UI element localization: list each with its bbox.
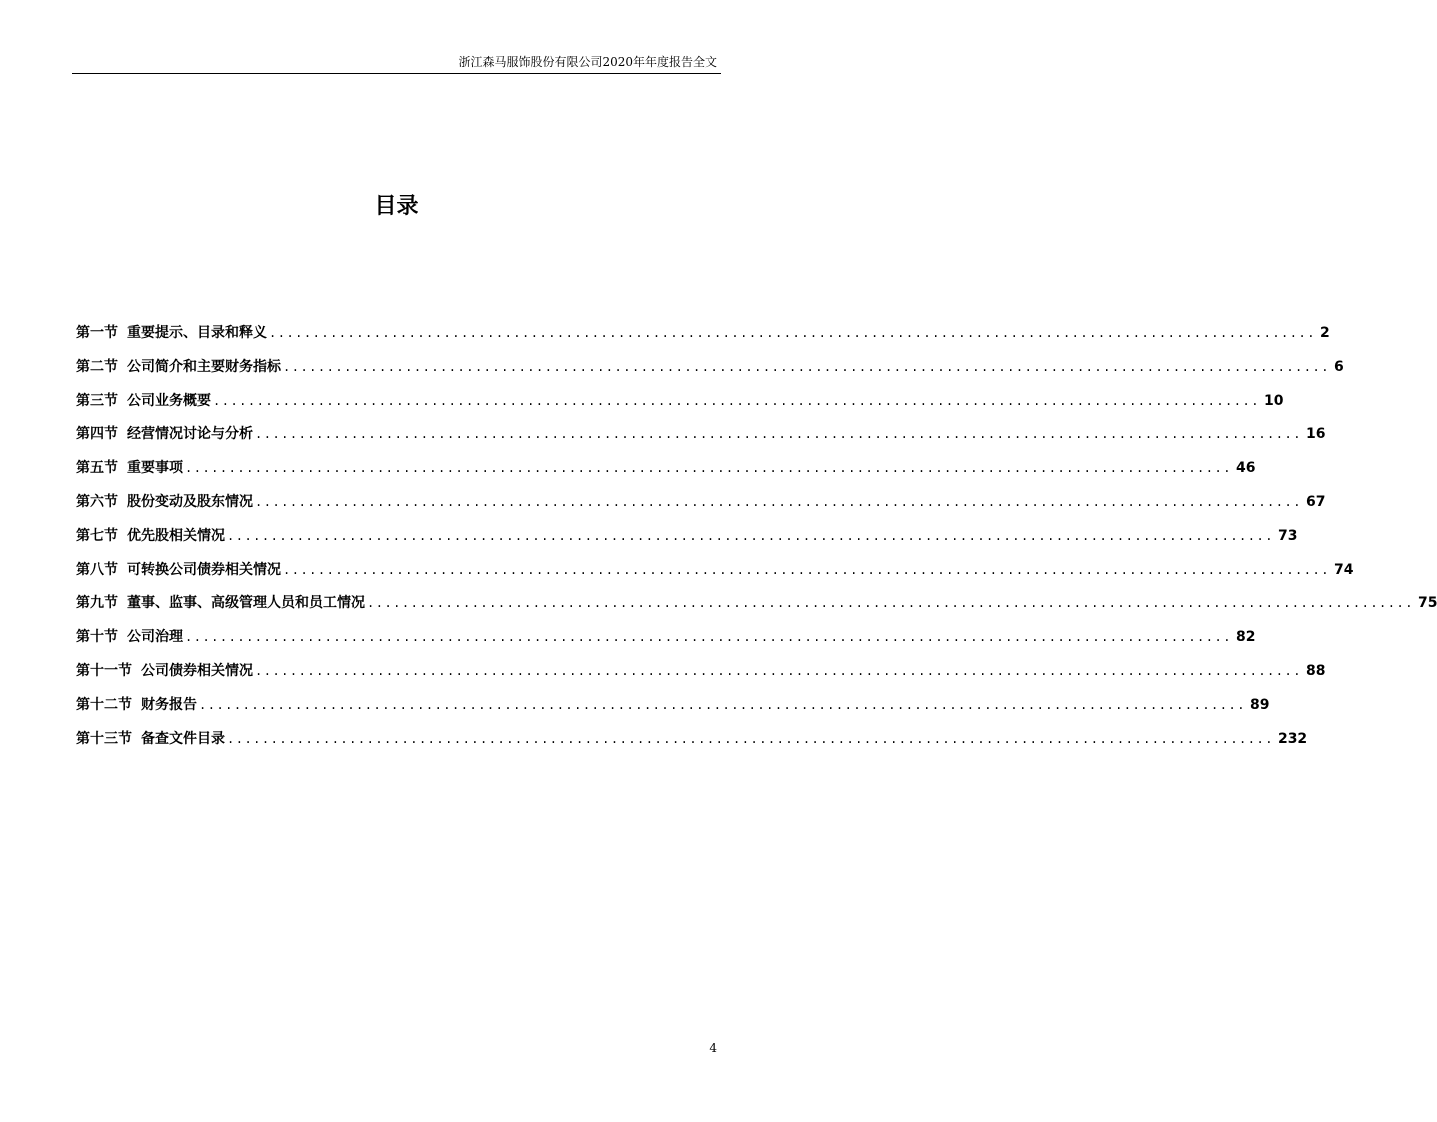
document-header: 浙江森马服饰股份有限公司2020年年度报告全文 — [458, 55, 717, 69]
toc-section-title: 财务报告 — [141, 696, 197, 713]
toc-page-ref: 73 — [1277, 527, 1298, 544]
toc-page-ref: 16 — [1305, 426, 1326, 443]
toc-entry[interactable] — [76, 424, 1326, 458]
toc-list — [76, 323, 1437, 762]
toc-section-title: 公司业务概要 — [127, 392, 211, 409]
toc-section-number: 第九节 — [76, 595, 118, 612]
toc-section-number: 第四节 — [76, 426, 118, 443]
toc-page-ref: 88 — [1305, 662, 1326, 679]
toc-section-title: 公司简介和主要财务指标 — [127, 358, 281, 375]
toc-entry[interactable] — [76, 661, 1326, 695]
toc-entry[interactable] — [76, 323, 1330, 357]
toc-section-number: 第十三节 — [76, 730, 132, 747]
toc-page-ref: 67 — [1305, 493, 1326, 510]
toc-page-ref: 75 — [1417, 595, 1437, 612]
toc-section-title: 重要事项 — [127, 460, 183, 477]
toc-section-title: 经营情况讨论与分析 — [127, 426, 253, 443]
toc-section-number: 第一节 — [76, 325, 118, 341]
toc-section-number: 第十二节 — [76, 696, 132, 713]
toc-entry[interactable] — [76, 492, 1326, 526]
header-divider — [72, 73, 721, 74]
toc-page-ref: 232 — [1277, 730, 1308, 747]
toc-dot-leader: ........................................................................................................................ — [255, 494, 1302, 509]
page-number: 4 — [709, 1041, 717, 1055]
toc-entry[interactable] — [76, 357, 1344, 391]
toc-dot-leader: ........................................................................................................................ — [185, 461, 1232, 476]
toc-page-ref: 10 — [1263, 392, 1284, 409]
toc-section-title: 备查文件目录 — [141, 730, 225, 747]
toc-entry[interactable] — [76, 391, 1284, 425]
toc-entry[interactable] — [76, 526, 1298, 560]
toc-dot-leader: ........................................................................................................................ — [213, 393, 1260, 408]
toc-section-number: 第十节 — [76, 629, 118, 646]
toc-entry[interactable] — [76, 695, 1270, 729]
toc-page-ref: 74 — [1333, 561, 1354, 578]
toc-page-ref: 6 — [1333, 358, 1344, 375]
toc-section-title: 可转换公司债券相关情况 — [127, 561, 281, 578]
toc-section-number: 第八节 — [76, 561, 118, 578]
toc-section-number: 第五节 — [76, 460, 118, 477]
toc-section-title: 公司债券相关情况 — [141, 662, 253, 679]
toc-entry[interactable] — [76, 729, 1308, 763]
toc-section-title: 重要提示、目录和释义 — [127, 325, 267, 341]
toc-entry[interactable] — [76, 593, 1437, 627]
toc-dot-leader: ........................................................................................................................ — [269, 326, 1316, 340]
toc-section-number: 第七节 — [76, 527, 118, 544]
toc-dot-leader: ........................................................................................................................ — [227, 528, 1274, 543]
toc-page-ref: 2 — [1319, 325, 1330, 341]
toc-entry[interactable] — [76, 560, 1354, 594]
toc-dot-leader: ........................................................................................................................ — [283, 562, 1330, 577]
toc-dot-leader: ........................................................................................................................ — [185, 630, 1232, 645]
toc-section-title: 优先股相关情况 — [127, 527, 225, 544]
toc-page-ref: 82 — [1235, 629, 1256, 646]
toc-dot-leader: ........................................................................................................................ — [283, 359, 1330, 374]
toc-entry[interactable] — [76, 627, 1256, 661]
toc-section-number: 第三节 — [76, 392, 118, 409]
toc-title: 目录 — [374, 194, 419, 219]
toc-section-title: 公司治理 — [127, 629, 183, 646]
toc-dot-leader: ........................................................................................................................ — [255, 427, 1302, 442]
toc-page-ref: 46 — [1235, 460, 1256, 477]
toc-entry[interactable] — [76, 458, 1256, 492]
toc-section-title: 股份变动及股东情况 — [127, 493, 253, 510]
toc-section-title: 董事、监事、高级管理人员和员工情况 — [127, 595, 365, 612]
toc-dot-leader: ........................................................................................................................ — [199, 697, 1246, 712]
toc-section-number: 第六节 — [76, 493, 118, 510]
toc-section-number: 第二节 — [76, 358, 118, 375]
toc-page-ref: 89 — [1249, 696, 1270, 713]
toc-dot-leader: ........................................................................................................................ — [367, 596, 1414, 611]
toc-dot-leader: ........................................................................................................................ — [255, 663, 1302, 678]
toc-dot-leader: ........................................................................................................................ — [227, 731, 1274, 746]
toc-section-number: 第十一节 — [76, 662, 132, 679]
